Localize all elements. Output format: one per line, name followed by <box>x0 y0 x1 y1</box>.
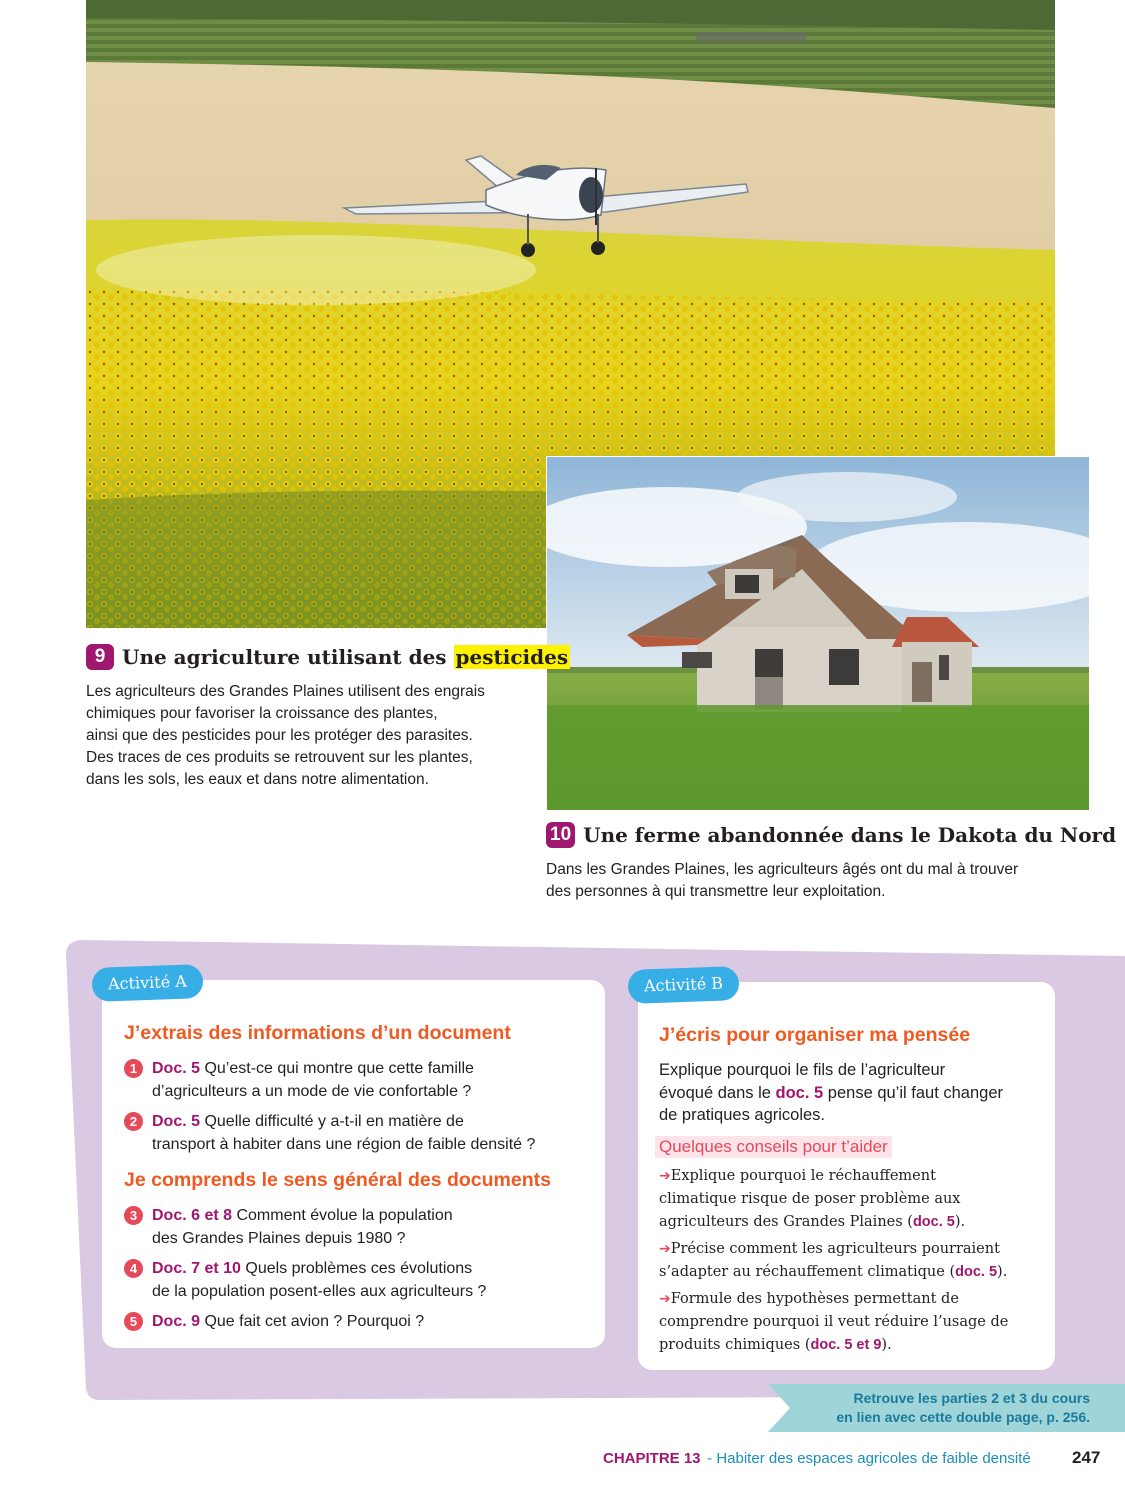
tip-text: ). <box>954 1214 966 1230</box>
activity-a-section1-title: J’extrais des informations d’un document <box>124 1022 511 1044</box>
tip-text: Précise comment les agriculteurs pourraient <box>670 1241 1000 1257</box>
tip-text: s’adapter au réchauffement climatique ( <box>659 1264 956 1280</box>
instruction-text: Explique pourquoi le fils de l’agriculteur <box>659 1061 946 1079</box>
tip-3 <box>659 1288 1049 1357</box>
doc-reference: doc. 5 <box>912 1214 955 1230</box>
activity-a-question-3 <box>129 1204 597 1250</box>
question-text: des Grandes Plaines depuis 1980 ? <box>152 1230 406 1247</box>
doc10-title: Une ferme abandonnée dans le Dakota du Nord <box>583 823 1117 847</box>
instruction-text: évoqué dans le <box>659 1083 776 1102</box>
tip-text: Explique pourquoi le réchauffement <box>670 1168 936 1184</box>
question-text: Qu’est-ce qui montre que cette famille <box>200 1060 474 1077</box>
doc-reference: Doc. 6 et 8 <box>152 1207 233 1224</box>
doc9-line: dans les sols, les eaux et dans notre alimentation. <box>86 771 429 788</box>
activity-a-pill: Activité A <box>91 964 203 1002</box>
instruction-text: de pratiques agricoles. <box>659 1106 826 1124</box>
doc9-line: Des traces de ces produits se retrouvent sur les plantes, <box>86 749 473 766</box>
question-number-badge: 2 <box>124 1112 143 1131</box>
chapter-label: CHAPITRE 13 <box>603 1450 701 1467</box>
question-text: de la population posent-elles aux agriculteurs ? <box>152 1283 487 1300</box>
course-reference <box>770 1389 1090 1427</box>
doc9-line: Les agriculteurs des Grandes Plaines utilisent des engrais <box>86 683 485 700</box>
doc-reference: Doc. 5 <box>152 1113 201 1130</box>
instruction-text: pense qu’il faut changer <box>823 1083 1003 1102</box>
tip-text: agriculteurs des Grandes Plaines ( <box>659 1214 913 1230</box>
doc-reference: doc. 5 <box>955 1264 998 1280</box>
activity-b-instruction <box>659 1059 1049 1127</box>
tip-2 <box>659 1238 1049 1284</box>
doc9-number-badge: 9 <box>86 644 114 670</box>
course-reference-line: en lien avec cette double page, p. 256. <box>836 1409 1090 1425</box>
activity-a-question-5 <box>129 1310 597 1333</box>
chapter-title: - Habiter des espaces agricoles de faible densité <box>703 1450 1031 1467</box>
question-text: Que fait cet avion ? Pourquoi ? <box>200 1313 425 1330</box>
doc10-line: Dans les Grandes Plaines, les agriculteurs âgés ont du mal à trouver <box>546 861 1019 878</box>
doc-reference: Doc. 7 et 10 <box>152 1260 241 1277</box>
activity-b-pill: Activité B <box>627 966 739 1004</box>
question-text: Quels problèmes ces évolutions <box>240 1260 473 1277</box>
doc9-title: Une agriculture utilisant des <box>122 645 454 669</box>
doc-reference: doc. 5 et 9 <box>810 1337 882 1353</box>
activity-b-section-title: J’écris pour organiser ma pensée <box>659 1024 971 1046</box>
arrow-right-icon: ➔ <box>659 1291 671 1307</box>
tip-text: ). <box>881 1337 892 1353</box>
doc10-line: des personnes à qui transmettre leur exploitation. <box>546 883 886 900</box>
activity-a-question-4 <box>129 1257 597 1303</box>
doc9-title-highlight: pesticides <box>455 645 569 669</box>
question-text: transport à habiter dans une région de faible densité ? <box>152 1136 536 1153</box>
tip-1 <box>659 1165 1049 1234</box>
doc10-number-badge: 10 <box>546 822 575 848</box>
tip-text: ). <box>997 1264 1008 1280</box>
doc-reference: Doc. 9 <box>152 1313 201 1330</box>
page-number: 247 <box>1072 1448 1101 1467</box>
doc-reference: doc. 5 <box>775 1083 824 1102</box>
tip-text: climatique risque de poser problème aux <box>659 1191 961 1207</box>
question-text: d’agriculteurs a un mode de vie confortable ? <box>152 1083 472 1100</box>
question-number-badge: 5 <box>124 1312 143 1331</box>
question-number-badge: 3 <box>124 1206 143 1225</box>
arrow-right-icon: ➔ <box>659 1241 671 1257</box>
question-number-badge: 4 <box>124 1259 143 1278</box>
activity-a-question-1 <box>129 1057 597 1103</box>
question-text: Quelle difficulté y a-t-il en matière de <box>200 1113 464 1130</box>
doc-reference: Doc. 5 <box>152 1060 201 1077</box>
question-number-badge: 1 <box>124 1059 143 1078</box>
arrow-right-icon: ➔ <box>659 1168 671 1184</box>
question-text: Comment évolue la population <box>232 1207 453 1224</box>
tip-text: comprendre pourquoi il veut réduire l’usage de <box>659 1314 1009 1330</box>
doc9-line: ainsi que des pesticides pour les protéger des parasites. <box>86 727 473 744</box>
activity-a-section2-title: Je comprends le sens général des documents <box>124 1169 551 1191</box>
activity-a-question-2 <box>129 1110 597 1156</box>
tip-text: Formule des hypothèses permettant de <box>670 1291 959 1307</box>
course-reference-line: Retrouve les parties 2 et 3 du cours <box>853 1390 1090 1406</box>
tips-title: Quelques conseils pour t’aider <box>655 1136 892 1158</box>
doc9-line: chimiques pour favoriser la croissance des plantes, <box>86 705 438 722</box>
tip-text: produits chimiques ( <box>659 1337 811 1353</box>
